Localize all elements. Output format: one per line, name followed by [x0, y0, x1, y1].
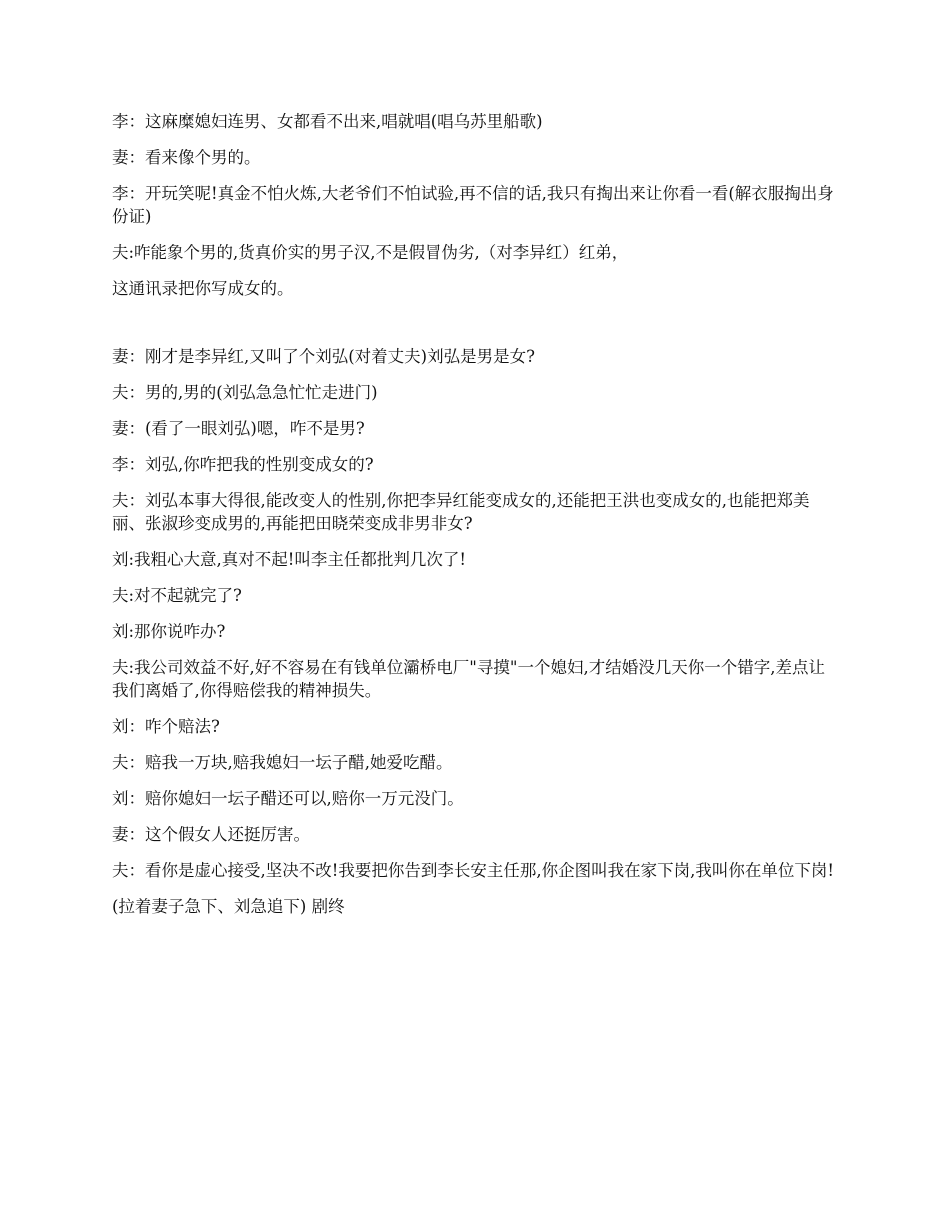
dialogue-line: 刘:那你说咋办?	[112, 622, 226, 641]
dialogue-line: 李：这麻糜媳妇连男、女都看不出来,唱就唱(唱乌苏里船歌)	[112, 112, 543, 131]
dialogue-line: 夫：刘弘本事大得很,能改变人的性别,你把李异红能变成女的,还能把王洪也变成女的,也能把郑美丽、张淑珍变成男的,再能把田晓荣变成非男非女?	[112, 491, 810, 533]
dialogue-line: 妻：看来像个男的。	[112, 148, 261, 167]
section-gap	[112, 313, 840, 345]
dialogue-line: 刘：咋个赔法?	[112, 717, 220, 736]
dialogue-line: 刘：赔你媳妇一坛子醋还可以,赔你一万元没门。	[112, 789, 464, 808]
stage-direction-ending: (拉着妻子急下、刘急追下) 剧终	[112, 897, 345, 916]
dialogue-line: 妻：(看了一眼刘弘)嗯，咋不是男?	[112, 419, 365, 438]
dialogue-line: 夫：赔我一万块,赔我媳妇一坛子醋,她爱吃醋。	[112, 753, 453, 772]
dialogue-line: 这通讯录把你写成女的。	[112, 279, 294, 298]
dialogue-line: 夫:我公司效益不好,好不容易在有钱单位灞桥电厂"寻摸"一个媳妇,才结婚没几天你一个错字,差点让我们离婚了,你得赔偿我的精神损失。	[112, 658, 825, 700]
dialogue-line: 李：开玩笑呢!真金不怕火炼,大老爷们不怕试验,再不信的话,我只有掏出来让你看一看(解衣服掏出身份证)	[112, 184, 834, 226]
dialogue-line: 夫：男的,男的(刘弘急急忙忙走进门)	[112, 383, 378, 402]
dialogue-line: 刘:我粗心大意,真对不起!叫李主任都批判几次了!	[112, 550, 467, 569]
dialogue-line: 妻：刚才是李异红,又叫了个刘弘(对着丈夫)刘弘是男是女?	[112, 347, 535, 366]
dialogue-line: 妻：这个假女人还挺厉害。	[112, 825, 310, 844]
dialogue-line: 夫:咋能象个男的,货真价实的男子汉,不是假冒伪劣,（对李异红）红弟，	[112, 243, 629, 262]
dialogue-line: 夫：看你是虚心接受,坚决不改!我要把你告到李长安主任那,你企图叫我在家下岗,我叫你在单位下岗!	[112, 861, 834, 880]
document-body	[112, 110, 840, 931]
dialogue-line: 李：刘弘,你咋把我的性别变成女的?	[112, 455, 374, 474]
dialogue-line: 夫:对不起就完了?	[112, 586, 242, 605]
